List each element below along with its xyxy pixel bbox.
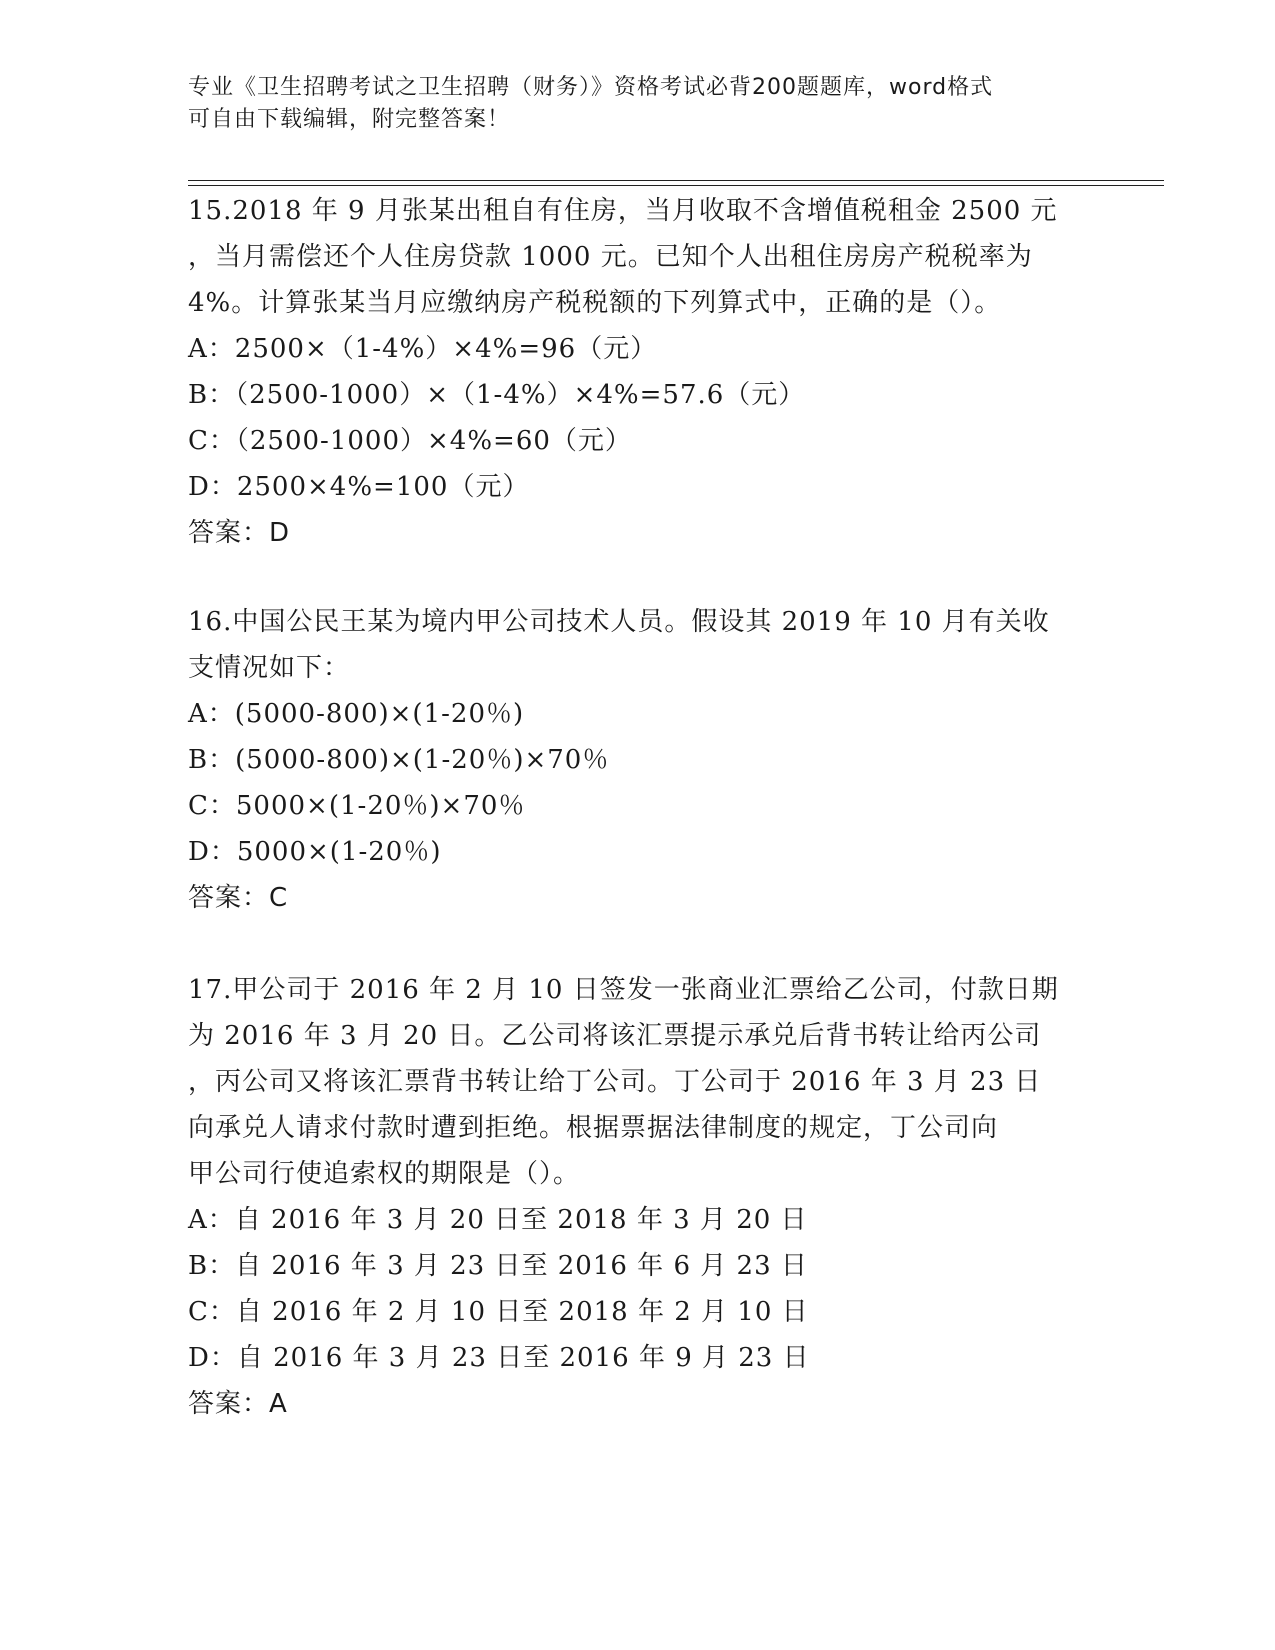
question-15-option-b: B：（2500-1000）×（1-4%）×4%=57.6（元） [188,380,806,410]
question-15-answer: 答案：D [188,518,291,548]
question-16-stem-line: 16.中国公民王某为境内甲公司技术人员。假设其 2019 年 10 月有关收 [188,607,1050,637]
question-16-answer: 答案：C [188,883,289,913]
header-divider-bottom [188,185,1164,186]
question-17-answer: 答案：A [188,1389,288,1419]
question-16-stem-line: 支情况如下： [188,653,351,683]
question-15-stem [188,188,1088,326]
question-17-option-a: A：自 2016 年 3 月 20 日至 2018 年 3 月 20 日 [188,1205,808,1235]
question-15-stem-line: 15.2018 年 9 月张某出租自有住房，当月收取不含增值税租金 2500 元 [188,196,1058,226]
question-17-option-c: C：自 2016 年 2 月 10 日至 2018 年 2 月 10 日 [188,1297,809,1327]
question-16-option-b: B：(5000-800)×(1-20％)×70％ [188,745,610,775]
question-15-option-c: C：（2500-1000）×4%=60（元） [188,426,632,456]
question-16-option-d: D：5000×(1-20％) [188,837,442,867]
header-line-1: 专业《卫生招聘考试之卫生招聘（财务）》资格考试必背200题题库，word格式 [188,75,994,100]
question-16-option-c: C：5000×(1-20％)×70％ [188,791,526,821]
question-16-option-a: A：(5000-800)×(1-20％) [188,699,525,729]
question-15-stem-line: ，当月需偿还个人住房贷款 1000 元。已知个人出租住房房产税税率为 [188,242,1033,272]
question-17-stem-line: 17.甲公司于 2016 年 2 月 10 日签发一张商业汇票给乙公司，付款日期 [188,975,1059,1005]
question-17-stem [188,967,1088,1197]
question-15-option-d: D：2500×4%=100（元） [188,472,530,502]
question-15-stem-line: 4%。计算张某当月应缴纳房产税税额的下列算式中，正确的是（）。 [188,288,1002,318]
document-header [188,72,1068,136]
header-line-2: 可自由下载编辑，附完整答案！ [188,107,511,132]
question-15 [188,188,1088,556]
question-17-stem-line: 为 2016 年 3 月 20 日。乙公司将该汇票提示承兑后背书转让给丙公司 [188,1021,1042,1051]
question-16 [188,599,1088,921]
question-15-option-a: A：2500×（1-4%）×4%=96（元） [188,334,658,364]
question-16-stem [188,599,1088,691]
header-divider-top [188,180,1164,181]
question-17-stem-line: ，丙公司又将该汇票背书转让给丁公司。丁公司于 2016 年 3 月 23 日 [188,1067,1042,1097]
question-17 [188,967,1088,1427]
question-17-stem-line: 向承兑人请求付款时遭到拒绝。根据票据法律制度的规定，丁公司向 [188,1113,999,1143]
question-17-option-b: B：自 2016 年 3 月 23 日至 2016 年 6 月 23 日 [188,1251,808,1281]
question-17-stem-line: 甲公司行使追索权的期限是（）。 [188,1159,581,1189]
question-17-option-d: D：自 2016 年 3 月 23 日至 2016 年 9 月 23 日 [188,1343,810,1373]
